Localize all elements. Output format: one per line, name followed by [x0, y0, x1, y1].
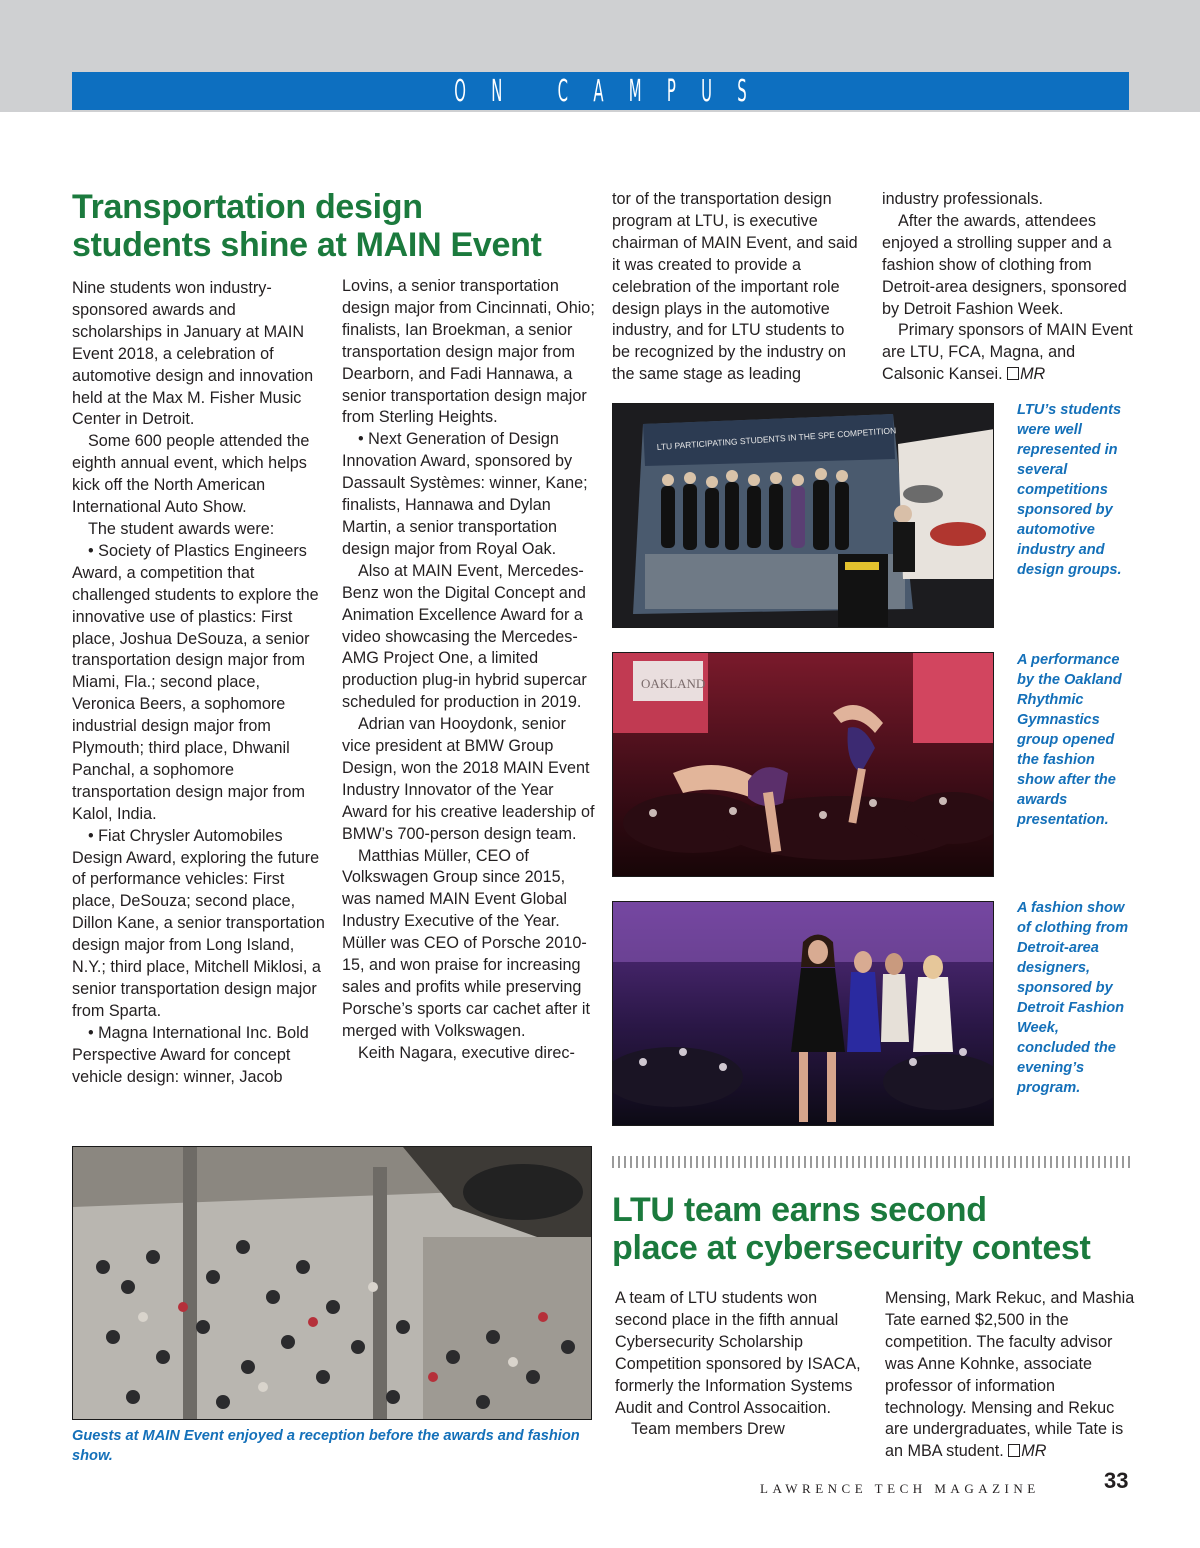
author-initials: MR [1021, 1442, 1047, 1461]
paragraph: Nine students won industry-sponsored awards and scholarships in January at MAIN Event 2018, a celebration of automotive design and innovation held at the Max M. Fisher Music Center in Detroit. [72, 279, 314, 429]
paragraph: Lovins, a senior transportation design major from Cincinnati, Ohio; finalists, Ian Broekman, a senior transportation design major from Dearborn, and Fadi Hannawa, a senior transportation design major from Sterling Heights. [342, 277, 595, 427]
article1-column-4 [882, 189, 1134, 386]
headline-line-2: place at cybersecurity contest [612, 1229, 1091, 1267]
paragraph: A team of LTU students won second place in the fifth annual Cybersecurity Scholarship Competition sponsored by ISACA, formerly the Information Systems Audit and Control Assocaition. [615, 1289, 861, 1417]
section-separator [612, 1156, 1130, 1168]
award-item: • Fiat Chrysler Automobiles Design Award, exploring the future of performance vehicles: First place, DeSouza; second place, Dillon Kane, a senior transportation design major from Long Island, N.Y.; third place, Mitchell Miklosi, a senior transportation design major from Sparta. [72, 826, 325, 1020]
paragraph: Adrian van Hooydonk, senior vice president at BMW Group Design, won the 2018 MAIN Event Industry Innovator of the Year Award for his creative leadership of BMW’s 700-person design team. [342, 715, 595, 843]
section-band [72, 72, 1129, 110]
screen-title: LTU PARTICIPATING STUDENTS IN THE SPE COMPETITION [656, 425, 897, 452]
paragraph: After the awards, attendees enjoyed a strolling supper and a fashion show of clothing from Detroit-area designers, sponsored by Detroit Fashion Week. [882, 211, 1127, 318]
article1-column-1 [72, 278, 326, 1089]
photo1-caption: LTU’s students were well represented in several competitions sponsored by automotive industry and design groups. [1017, 402, 1122, 578]
paragraph: The student awards were: [88, 519, 275, 538]
award-item: • Society of Plastics Engineers Award, a competition that challenged students to explore the innovative use of plastics: First place, Joshua DeSouza, a senior transportation design major from Miami, Fla.; second place, Veronica Beers, a sophomore industrial design major from Plymouth; third place, Dhwanil Panchal, a sophomore transportation design major from Kalol, India. [72, 541, 319, 823]
award-item: • Next Generation of Design Innovation Award, sponsored by Dassault Systèmes: winner, Kane; finalists, Hannawa and Dylan Martin, a senior transportation design major from Royal Oak. [342, 430, 588, 558]
end-mark-icon [1007, 367, 1019, 380]
paragraph-last [885, 1288, 1137, 1463]
paragraph: industry professionals. [882, 190, 1044, 208]
paragraph: Matthias Müller, CEO of Volkswagen Group since 2015, was named MAIN Event Global Industry Executive of the Year. Müller was CEO of Porsche 2010-15, and won praise for increasing sales and profits while preserving Porsche’s sports car cachet after it merged with Volkswagen. [342, 846, 591, 1040]
photo-gymnastics [612, 652, 994, 877]
photo-reception-image [73, 1147, 592, 1420]
paragraph: Keith Nagara, executive direc- [358, 1043, 575, 1062]
photo-spe-students-image [613, 404, 994, 628]
magazine-name: LAWRENCE TECH MAGAZINE [760, 1481, 1040, 1496]
photo-fashion-show [612, 901, 994, 1126]
banner-text: OAKLAND [641, 676, 706, 691]
headline-line-1: LTU team earns second [612, 1191, 987, 1229]
photo-reception [72, 1146, 592, 1420]
author-initials: MR [1020, 365, 1046, 384]
paragraph-last [882, 320, 1134, 386]
photo2-caption: A performance by the Oakland Rhythmic Gymnastics group opened the fashion show after the awards presentation. [1017, 652, 1122, 828]
paragraph-text: Primary sponsors of MAIN Event are LTU, FCA, Magna, and Calsonic Kansei. [882, 321, 1133, 384]
paragraph: Also at MAIN Event, Mercedes-Benz won the Digital Concept and Animation Excellence Award for a video showcasing the Mercedes-AMG Project One, a limited production plug-in hybrid supercar scheduled for production in 2019. [342, 561, 587, 712]
headline-line-1: Transportation design [72, 188, 423, 226]
paragraph: Some 600 people attended the eighth annual event, which helps kick off the North American International Auto Show. [72, 432, 310, 517]
headline-line-2: students shine at MAIN Event [72, 226, 542, 264]
award-item: • Magna International Inc. Bold Perspective Award for concept vehicle design: winner, Jacob [72, 1023, 309, 1086]
article1-column-3 [612, 189, 866, 386]
paragraph: Team members Drew [631, 1420, 785, 1439]
end-mark-icon [1008, 1444, 1020, 1457]
photo-gymnastics-image [613, 653, 994, 877]
photo4-caption: Guests at MAIN Event enjoyed a reception before the awards and fashion show. [72, 1428, 580, 1464]
paragraph-text: Mensing, Mark Rekuc, and Mashia Tate earned $2,500 in the competition. The faculty advisor was Anne Kohnke, associate professor of information technology. Mensing and Rekuc are undergraduates, while Tate is an MBA student. [885, 1289, 1135, 1461]
photo-spe-students [612, 403, 994, 628]
paragraph: tor of the transportation design program at LTU, is executive chairman of MAIN Event, and said it was created to provide a celebration of the important role design plays in the automotive industry, and for LTU students to be recognized by the industry on the same stage as leading [612, 190, 858, 384]
page-number: 33 [1104, 1468, 1129, 1493]
article2-column-2 [885, 1288, 1137, 1463]
article1-headline [72, 188, 592, 264]
photo3-caption: A fashion show of clothing from Detroit-area designers, sponsored by Detroit Fashion Week, concluded the evening’s program. [1017, 900, 1129, 1096]
article2-column-1 [615, 1288, 869, 1441]
article2-headline [612, 1191, 1132, 1267]
section-label: ON CAMPUS [454, 74, 773, 109]
photo-fashion-show-image [613, 902, 994, 1126]
article1-column-2 [342, 276, 596, 1065]
